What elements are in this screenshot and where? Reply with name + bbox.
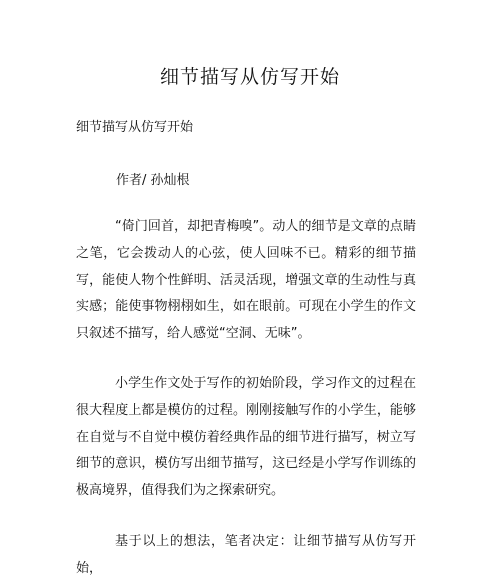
- document-title: 细节描写从仿写开始: [159, 66, 340, 88]
- paragraph-1: “倚门回首，却把青梅嗅”。动人的细节是文章的点睛之笔，它会拨动人的心弦，使人回味不已。精彩的细节描写，能使人物个性鲜明、活灵活现，增强文章的生动性与真实感；能使事物栩栩如生，如在眼前。可现在小学生的作文只叙述不描写，给人感觉“空洞、无味”。: [76, 219, 416, 342]
- paragraph-3: 基于以上的想法，笔者决定：让细节描写从仿写开始，: [76, 534, 416, 576]
- author-line: 作者/ 孙灿根: [116, 173, 190, 188]
- document-subtitle: 细节描写从仿写开始: [76, 120, 194, 135]
- paragraph-2: 小学生作文处于写作的初始阶段，学习作文的过程在很大程度上都是模仿的过程。刚刚接触写作的小学生，能够在自觉与不自觉中模仿着经典作品的细节进行描写，树立写细节的意识，模仿写出细节描写，这已经是小学写作训练的极高境界，值得我们为之探索研究。: [76, 376, 416, 499]
